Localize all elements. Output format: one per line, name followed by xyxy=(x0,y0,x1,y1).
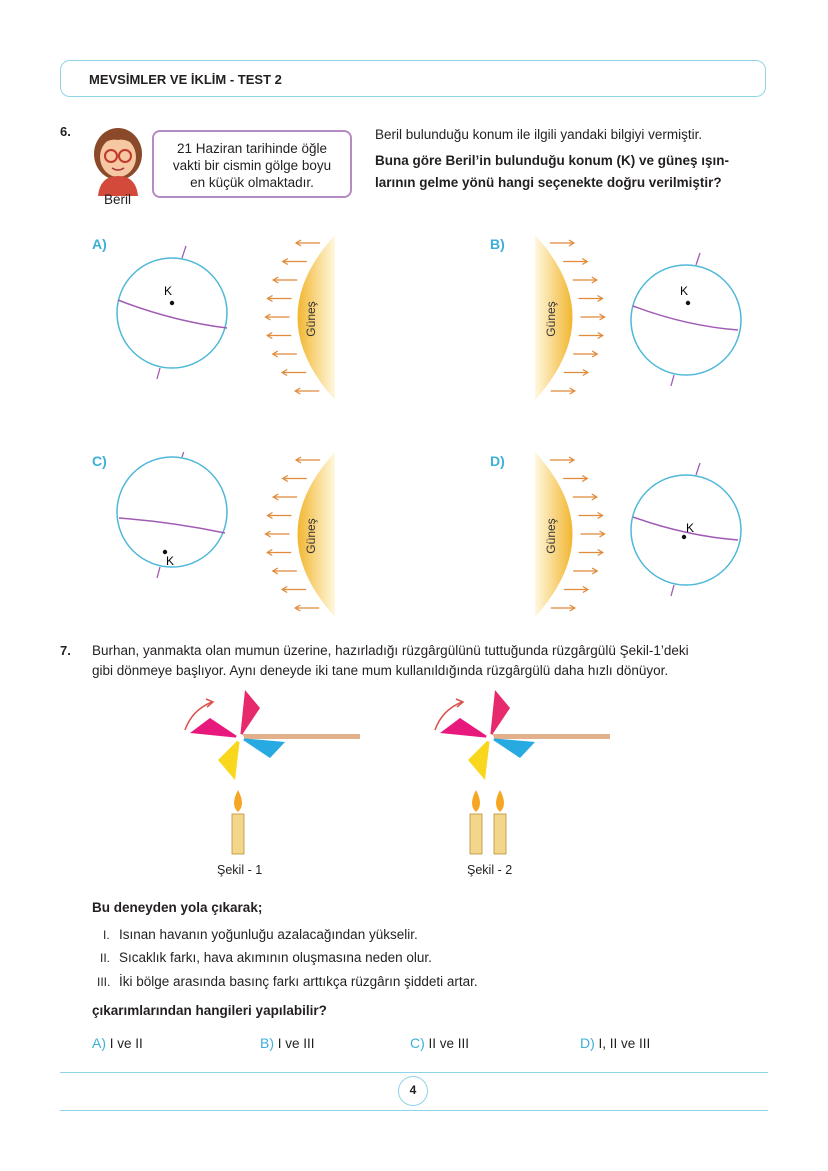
option-a-diagram[interactable] xyxy=(90,235,350,405)
pinwheel-blade-red xyxy=(240,690,260,738)
statement-1-text: Isınan havanın yoğunluğu azalacağından yükselir. xyxy=(119,927,418,942)
option-letter: B) xyxy=(260,1035,274,1051)
statement-1-number: I. xyxy=(103,928,110,942)
answer-option-a[interactable] xyxy=(92,1035,143,1051)
earth-axis-south xyxy=(671,375,674,386)
pinwheel-stick xyxy=(242,734,360,739)
location-k-label: K xyxy=(679,284,689,298)
location-k-point xyxy=(170,301,174,305)
character-name: Beril xyxy=(104,192,132,207)
statement-3-number: III. xyxy=(97,975,111,989)
pinwheel-blade-pink xyxy=(190,718,240,738)
location-k-point xyxy=(686,301,690,305)
candle-body xyxy=(232,814,244,854)
figure-1-pinwheel-candle xyxy=(180,690,380,860)
question-6-stem-line: Buna göre Beril’in bulunduğu konum (K) ve güneş ışın- xyxy=(375,153,730,168)
option-d-diagram[interactable] xyxy=(490,452,750,622)
earth-circle xyxy=(631,265,741,375)
earth-axis-south xyxy=(157,368,160,379)
footer-divider-bottom xyxy=(60,1110,768,1111)
question-6-number: 6. xyxy=(60,124,71,139)
pinwheel-center xyxy=(486,734,494,742)
pinwheel-blade-blue xyxy=(490,738,535,758)
pinwheel-blade-yellow xyxy=(468,738,490,780)
option-text: II ve III xyxy=(428,1036,470,1051)
page-number: 4 xyxy=(398,1076,428,1106)
question-7-lead: Bu deneyden yola çıkarak; xyxy=(92,900,263,915)
speech-line: en küçük olmaktadır. xyxy=(190,175,314,190)
answer-option-d[interactable] xyxy=(580,1035,650,1051)
earth-circle xyxy=(117,457,227,567)
sun-label: Güneş xyxy=(304,518,318,554)
earth-circle xyxy=(117,258,227,368)
pinwheel-blade-pink xyxy=(440,718,490,738)
figure-2-caption: Şekil - 2 xyxy=(467,863,513,877)
question-7-stem: çıkarımlarından hangileri yapılabilir? xyxy=(92,1003,327,1018)
speech-bubble xyxy=(152,130,352,198)
pinwheel-stick xyxy=(492,734,610,739)
figure-2-pinwheel-candles xyxy=(430,690,630,860)
option-text: I, II ve III xyxy=(598,1036,651,1051)
footer-divider-top xyxy=(60,1072,768,1073)
pinwheel-center xyxy=(236,734,244,742)
earth-axis-north xyxy=(696,253,700,265)
location-k-point xyxy=(682,535,686,539)
question-6-stem-line: larının gelme yönü hangi seçenekte doğru verilmiştir? xyxy=(375,175,722,190)
answer-option-b[interactable] xyxy=(260,1035,315,1051)
sun-label: Güneş xyxy=(304,301,318,337)
sun-label: Güneş xyxy=(544,518,558,554)
statement-2-number: II. xyxy=(100,951,111,965)
question-7-number: 7. xyxy=(60,643,71,658)
candle-body xyxy=(470,814,482,854)
earth-axis-north xyxy=(182,452,186,457)
earth-axis-south xyxy=(671,585,674,596)
question-6-intro: Beril bulunduğu konum ile ilgili yandaki bilgiyi vermiştir. xyxy=(375,127,703,142)
earth-axis-south xyxy=(157,567,160,578)
earth-axis-north xyxy=(182,246,186,258)
question-7-text-line: Burhan, yanmakta olan mumun üzerine, hazırladığı rüzgârgülünü tuttuğunda rüzgârgülü Şekil-1’deki xyxy=(92,643,689,658)
candle-flame xyxy=(234,790,242,812)
option-d-label[interactable]: D) xyxy=(490,453,505,469)
option-c-label[interactable]: C) xyxy=(92,453,107,469)
pinwheel-blade-yellow xyxy=(218,738,240,780)
beril-avatar xyxy=(88,124,150,196)
statement-3-text: İki bölge arasında basınç farkı arttıkça rüzgârın şiddeti artar. xyxy=(119,974,478,989)
question-7-text-line: gibi dönmeye başlıyor. Aynı deneyde iki tane mum kullanıldığında rüzgârgülü daha hızlı dönüyor. xyxy=(92,663,669,678)
answer-option-c[interactable] xyxy=(410,1035,469,1051)
test-title: MEVSİMLER VE İKLİM - TEST 2 xyxy=(89,72,282,87)
figure-1-caption: Şekil - 1 xyxy=(217,863,263,877)
test-header xyxy=(60,60,766,97)
option-text: I ve III xyxy=(277,1036,315,1051)
sun-label: Güneş xyxy=(544,301,558,337)
option-b-label[interactable]: B) xyxy=(490,236,505,252)
option-a-label[interactable]: A) xyxy=(92,236,107,252)
option-text: I ve II xyxy=(109,1036,143,1051)
option-c-diagram[interactable] xyxy=(90,452,350,622)
speech-line: 21 Haziran tarihinde öğle xyxy=(176,141,328,156)
option-b-diagram[interactable] xyxy=(490,235,750,405)
candle-body xyxy=(494,814,506,854)
statement-2-text: Sıcaklık farkı, hava akımının oluşmasına neden olur. xyxy=(119,950,432,965)
location-k-label: K xyxy=(165,554,175,568)
candle-flame xyxy=(496,790,504,812)
location-k-label: K xyxy=(163,284,173,298)
speech-line: vakti bir cismin gölge boyu xyxy=(172,158,332,173)
earth-axis-north xyxy=(696,463,700,475)
candle-flame xyxy=(472,790,480,812)
equator-line xyxy=(633,306,738,330)
pinwheel-blade-blue xyxy=(240,738,285,758)
pinwheel-blade-red xyxy=(490,690,510,738)
option-letter: A) xyxy=(92,1035,106,1051)
location-k-label: K xyxy=(685,521,695,535)
equator-line xyxy=(119,518,225,533)
option-letter: D) xyxy=(580,1035,595,1051)
option-letter: C) xyxy=(410,1035,425,1051)
